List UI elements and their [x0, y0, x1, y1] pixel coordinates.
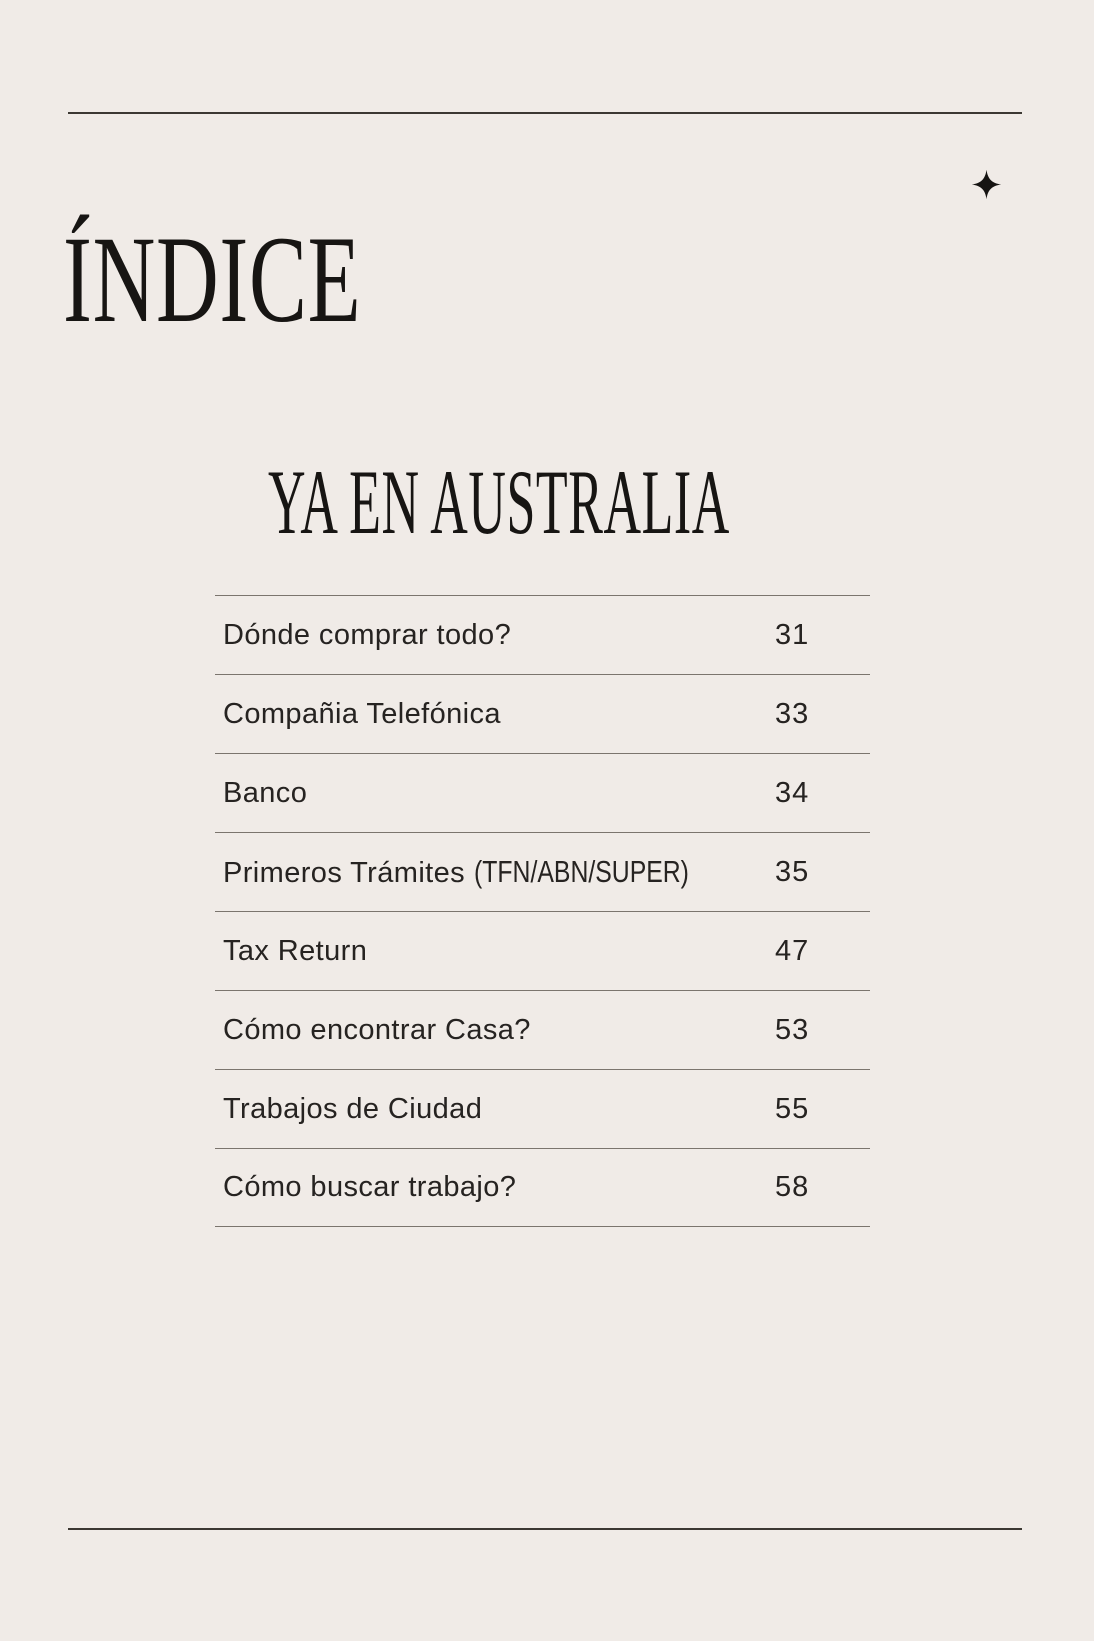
toc-entry-label: Primeros Trámites (TFN/ABN/SUPER) — [223, 854, 689, 889]
toc-row[interactable] — [215, 674, 870, 753]
toc-row[interactable] — [215, 1148, 870, 1227]
toc-entry-page-number: 33 — [775, 697, 810, 730]
toc-table — [215, 595, 870, 1227]
toc-entry-label: Banco — [223, 776, 308, 809]
toc-entry-label: Trabajos de Ciudad — [223, 1092, 483, 1125]
bottom-divider — [68, 1528, 1022, 1530]
toc-entry-label: Cómo encontrar Casa? — [223, 1013, 531, 1046]
toc-entry-label: Dónde comprar todo? — [223, 618, 512, 651]
toc-entry-page-number: 34 — [775, 776, 810, 809]
toc-row[interactable] — [215, 1069, 870, 1148]
toc-entry-page-number: 31 — [775, 618, 810, 651]
top-divider — [68, 112, 1022, 114]
toc-entry-page-number: 53 — [775, 1013, 810, 1046]
page-title: ÍNDICE — [63, 211, 362, 348]
section-heading: YA EN AUSTRALIA — [268, 451, 730, 553]
sparkle-icon — [971, 169, 1002, 200]
toc-entry-label: Compañia Telefónica — [223, 697, 501, 730]
toc-row[interactable] — [215, 753, 870, 832]
toc-row[interactable] — [215, 832, 870, 911]
toc-entry-page-number: 58 — [775, 1171, 810, 1203]
toc-entry-page-number: 35 — [775, 855, 810, 888]
toc-row[interactable] — [215, 595, 870, 674]
toc-row[interactable] — [215, 990, 870, 1069]
toc-entry-label: Tax Return — [223, 934, 368, 967]
toc-entry-page-number: 47 — [775, 934, 810, 967]
toc-row[interactable] — [215, 911, 870, 990]
toc-entry-label: Cómo buscar trabajo? — [223, 1171, 517, 1203]
toc-entry-page-number: 55 — [775, 1092, 810, 1125]
